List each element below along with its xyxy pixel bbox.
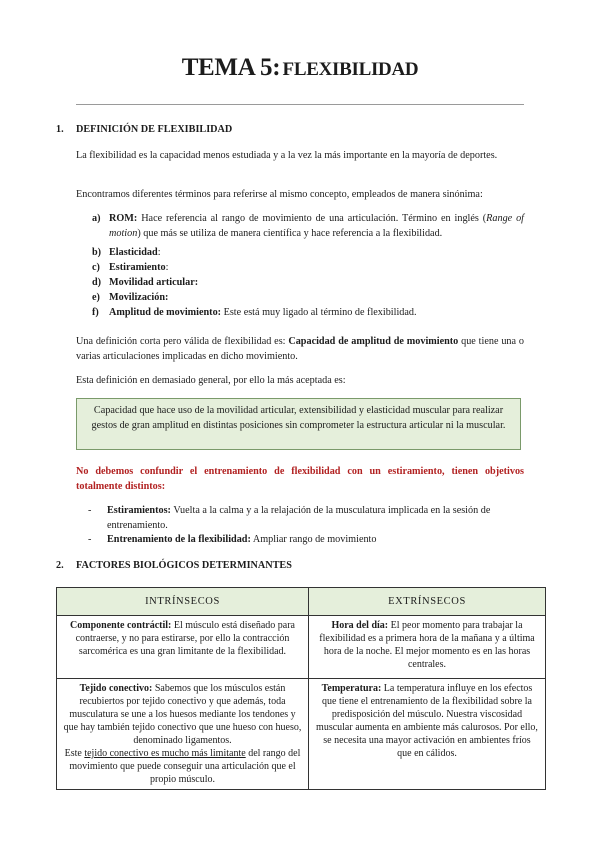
term-estiramiento: Estiramiento bbox=[109, 262, 166, 273]
list-label: b) bbox=[92, 247, 102, 258]
list-item-rom bbox=[92, 211, 524, 241]
cell-temperatura bbox=[309, 679, 546, 790]
table-row bbox=[57, 616, 546, 679]
cell-term: Temperatura: bbox=[321, 683, 382, 694]
paragraph-1: La flexibilidad es la capacidad menos estudiada y a la vez la más importante en la mayoría de deportes. bbox=[76, 150, 498, 161]
title-main: TEMA 5: bbox=[181, 54, 281, 81]
list-item-amplitud bbox=[92, 305, 524, 320]
list-label: f) bbox=[92, 307, 99, 318]
section-1-heading bbox=[56, 122, 232, 137]
term-movilizacion: Movilización: bbox=[109, 292, 169, 303]
section-1-number: 1. bbox=[56, 124, 64, 135]
list-label: d) bbox=[92, 277, 102, 288]
dash-item-estiramientos bbox=[88, 503, 524, 533]
cell-text: El peor momento para trabajar la flexibilidad es a primera hora de la mañana y a última hora de la noche. El mejor momento es en las horas centrales. bbox=[319, 620, 535, 670]
term-entrenamiento: Entrenamiento de la flexibilidad: bbox=[107, 534, 251, 545]
cell-componente-contractil bbox=[57, 616, 309, 679]
table-row bbox=[57, 679, 546, 790]
term-desc-end: ) que más se utiliza de manera científica y hace referencia a la flexibilidad. bbox=[137, 228, 443, 239]
cell-text: El músculo está diseñado para contraerse, y no para estirarse, por ello la contracción sarcomérica es una gran limitante de la flexibilidad. bbox=[75, 620, 295, 657]
dash-marker: - bbox=[88, 534, 92, 545]
section-2-title: FACTORES BIOLÓGICOS DETERMINANTES bbox=[76, 560, 292, 571]
dash-marker: - bbox=[88, 505, 92, 516]
title-sub: FLEXIBILIDAD bbox=[282, 59, 419, 80]
cell-hora-del-dia bbox=[309, 616, 546, 679]
term-elasticidad: Elasticidad bbox=[109, 247, 158, 258]
list-label: a) bbox=[92, 213, 101, 224]
list-label: e) bbox=[92, 292, 100, 303]
dash-desc: Ampliar rango de movimiento bbox=[250, 534, 377, 545]
paragraph-3 bbox=[76, 334, 524, 364]
dash-desc: Vuelta a la calma y a la relajación de la musculatura implicada en la sesión de entrenamiento. bbox=[107, 505, 491, 531]
cell-term: Componente contráctil: bbox=[70, 620, 172, 631]
title-divider bbox=[76, 104, 524, 105]
underlined-text: tejido conectivo es mucho más limitante bbox=[84, 748, 246, 759]
cell-text-2: Este bbox=[64, 748, 85, 759]
list-item-estiramiento bbox=[92, 260, 524, 275]
list-item-elasticidad bbox=[92, 245, 524, 260]
definition-short: Capacidad de amplitud de movimiento bbox=[288, 336, 459, 347]
list-item-movilizacion bbox=[92, 290, 524, 305]
list-item-movilidad bbox=[92, 275, 524, 290]
paragraph-2: Encontramos diferentes términos para referirse al mismo concepto, empleados de manera sinónima: bbox=[76, 189, 483, 200]
factors-table bbox=[56, 587, 546, 790]
term-rest: : bbox=[165, 262, 169, 273]
term-rom: ROM: bbox=[109, 213, 138, 224]
term-desc: Hace referencia al rango de movimiento de una articulación. Término en inglés ( bbox=[137, 213, 487, 224]
table-header-row bbox=[57, 588, 546, 616]
term-rest: Este está muy ligado al término de flexibilidad. bbox=[221, 307, 417, 318]
section-1-title: DEFINICIÓN DE FLEXIBILIDAD bbox=[76, 124, 233, 135]
paragraph-3-end: que tiene una o varias articulaciones implicadas en dicho movimiento. bbox=[76, 336, 524, 362]
header-extrinsecos: EXTRÍNSECOS bbox=[309, 588, 546, 616]
dash-item-entrenamiento bbox=[88, 532, 524, 547]
term-amplitud: Amplitud de movimiento: bbox=[109, 307, 222, 318]
list-label: c) bbox=[92, 262, 100, 273]
cell-text: La temperatura influye en los efectos que tiene el entrenamiento de la flexibilidad sobre la predisposición del músculo. Nuestra viscosidad muscular aumenta en ambiente más calurosos. Por ello, se necesita una mayor activación en ambientes fríos que en cálidos. bbox=[316, 683, 538, 759]
header-intrinsecos: INTRÍNSECOS bbox=[57, 588, 309, 616]
section-2-number: 2. bbox=[56, 560, 64, 571]
term-movilidad: Movilidad articular: bbox=[109, 277, 199, 288]
warning-note: No debemos confundir el entrenamiento de flexibilidad con un estiramiento, tienen objetivos totalmente distintos: bbox=[76, 466, 524, 492]
definition-callout: Capacidad que hace uso de la movilidad articular, extensibilidad y elasticidad muscular para realizar gestos de gran amplitud en distintas posiciones sin comprometer la estructura articular ni la muscular. bbox=[76, 398, 521, 450]
paragraph-3-start: Una definición corta pero válida de flexibilidad es: bbox=[76, 336, 289, 347]
cell-tejido-conectivo bbox=[57, 679, 309, 790]
cell-text-3: del rango del movimiento que puede conseguir una articulación que el propio músculo. bbox=[69, 748, 301, 785]
term-estiramientos: Estiramientos: bbox=[107, 505, 171, 516]
paragraph-4: Esta definición en demasiado general, por ello la más aceptada es: bbox=[76, 375, 346, 386]
term-rest: : bbox=[157, 247, 161, 258]
term-italic: Range of motion bbox=[109, 213, 525, 239]
page-title bbox=[0, 54, 600, 81]
cell-text: Sabemos que los músculos están recubiertos por tejido conectivo y que además, toda musculatura se une a los huesos mediante los tendones y que hay también tejido conectivo que une hueso con hueso, denominado ligamentos. bbox=[63, 683, 302, 746]
section-2-heading bbox=[56, 558, 292, 573]
cell-term: Hora del día: bbox=[331, 620, 389, 631]
cell-term: Tejido conectivo: bbox=[79, 683, 153, 694]
